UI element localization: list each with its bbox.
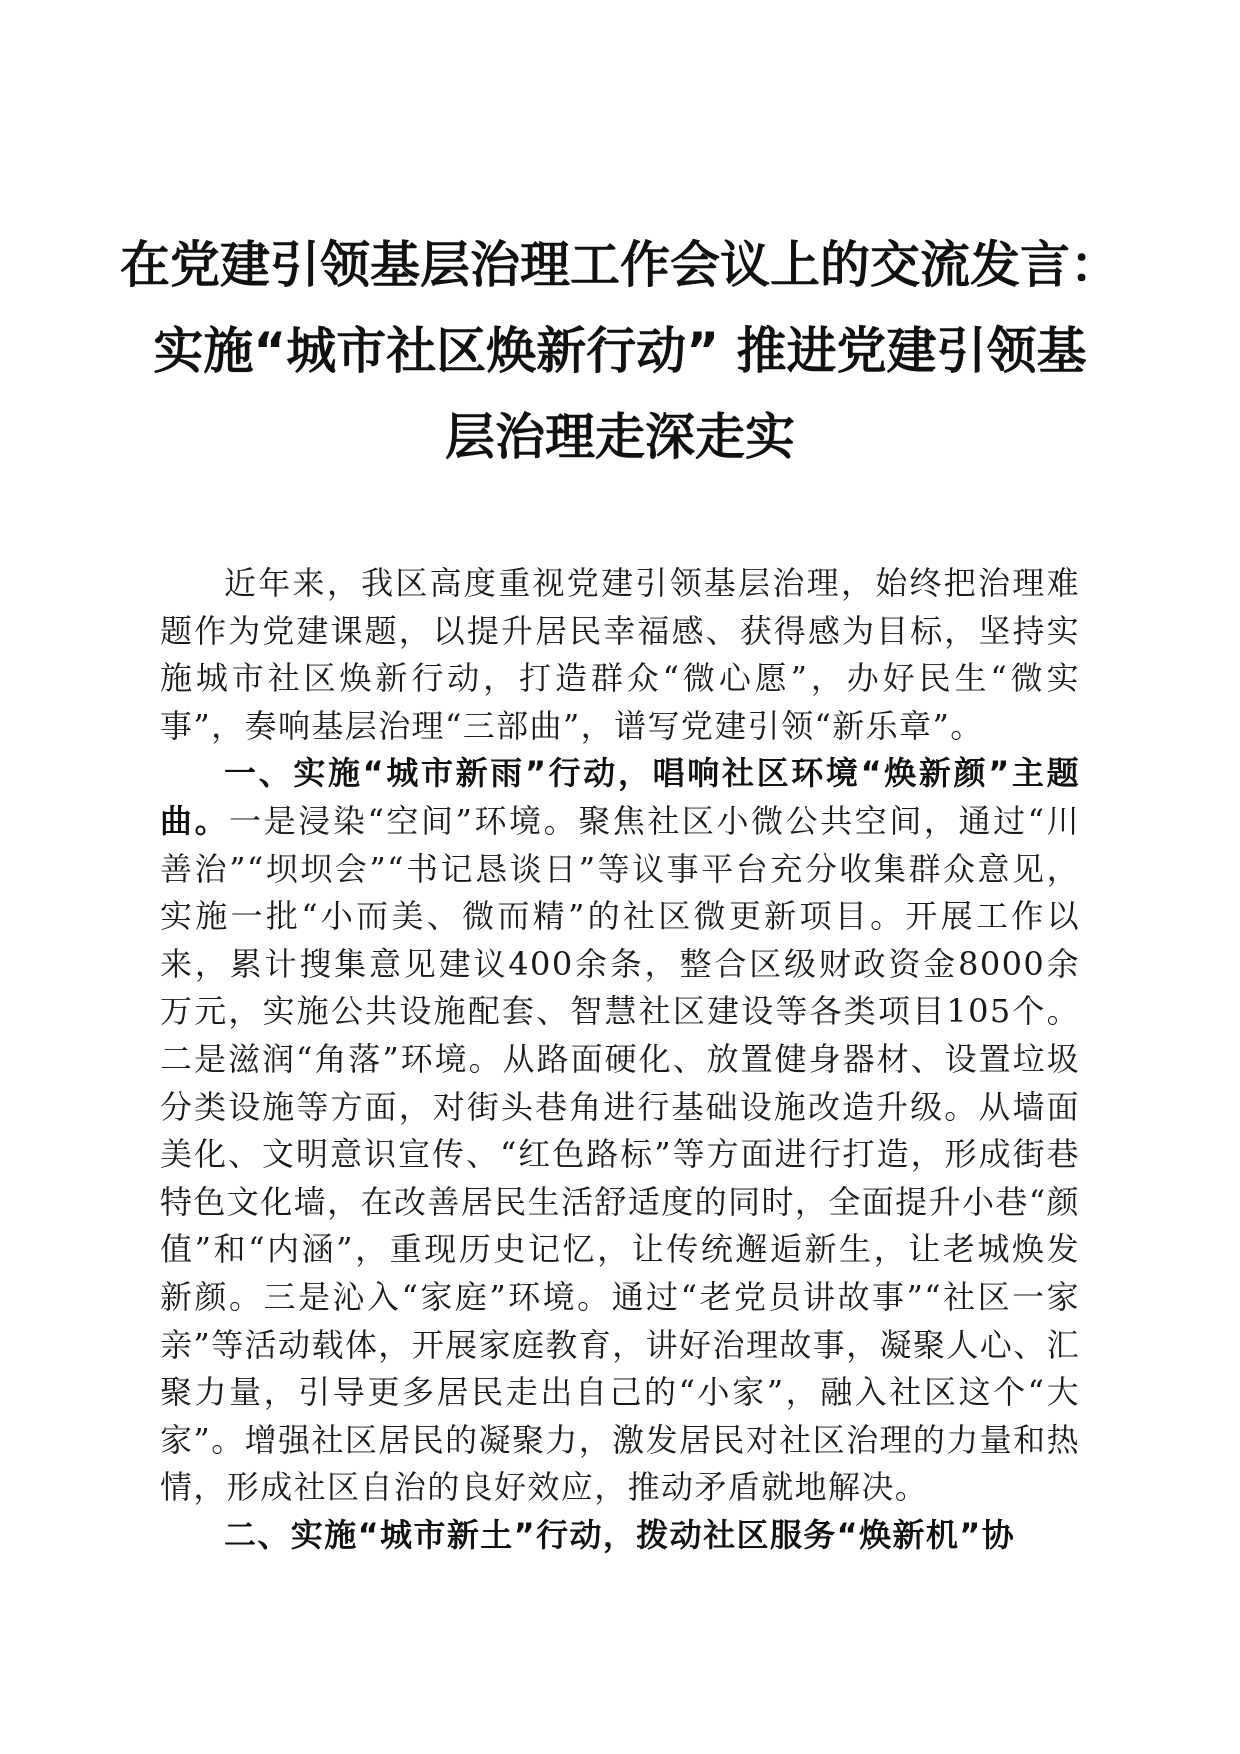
title-line-1: 在党建引领基层治理工作会议上的交流发言： <box>120 236 1120 294</box>
title-line-3: 层治理走深走实 <box>445 408 795 466</box>
document-title <box>120 222 1120 480</box>
section-1-paragraph <box>160 750 1080 1512</box>
section-2-heading: 二、实施“城市新土”行动，拨动社区服务“焕新机”协 <box>224 1515 1016 1554</box>
section-1-heading: 一、实施“城市新雨”行动，唱响社区环境“焕新颜”主题曲。 <box>160 754 1080 840</box>
document-body <box>160 560 1080 1559</box>
intro-paragraph: 近年来，我区高度重视党建引领基层治理，始终把治理难题作为党建课题，以提升居民幸福感、获得感为目标，坚持实施城市社区焕新行动，打造群众“微心愿”，办好民生“微实事”，奏响基层治理“三部曲”，谱写党建引领“新乐章”。 <box>160 564 1080 745</box>
section-1-text: 一是浸染“空间”环境。聚焦社区小微公共空间，通过“川善治”“坝坝会”“书记恳谈日”等议事平台充分收集群众意见，实施一批“小而美、微而精”的社区微更新项目。开展工作以来，累计搜集意见建议400余条，整合区级财政资金8000余万元，实施公共设施配套、智慧社区建设等各类项目105个。二是滋润“角落”环境。从路面硬化、放置健身器材、设置垃圾分类设施等方面，对街头巷角进行基础设施改造升级。从墙面美化、文明意识宣传、“红色路标”等方面进行打造，形成街巷特色文化墙，在改善居民生活舒适度的同时，全面提升小巷“颜值”和“内涵”，重现历史记忆，让传统邂逅新生，让老城焕发新颜。三是沁入“家庭”环境。通过“老党员讲故事”“社区一家亲”等活动载体，开展家庭教育，讲好治理故事，凝聚人心、汇聚力量，引导更多居民走出自己的“小家”，融入社区这个“大家”。增强社区居民的凝聚力，激发居民对社区治理的力量和热情，形成社区自治的良好效应，推动矛盾就地解决。 <box>160 801 1080 1507</box>
section-2-paragraph <box>160 1512 1080 1560</box>
title-line-2: 实施“城市社区焕新行动” 推进党建引领基 <box>153 322 1087 380</box>
